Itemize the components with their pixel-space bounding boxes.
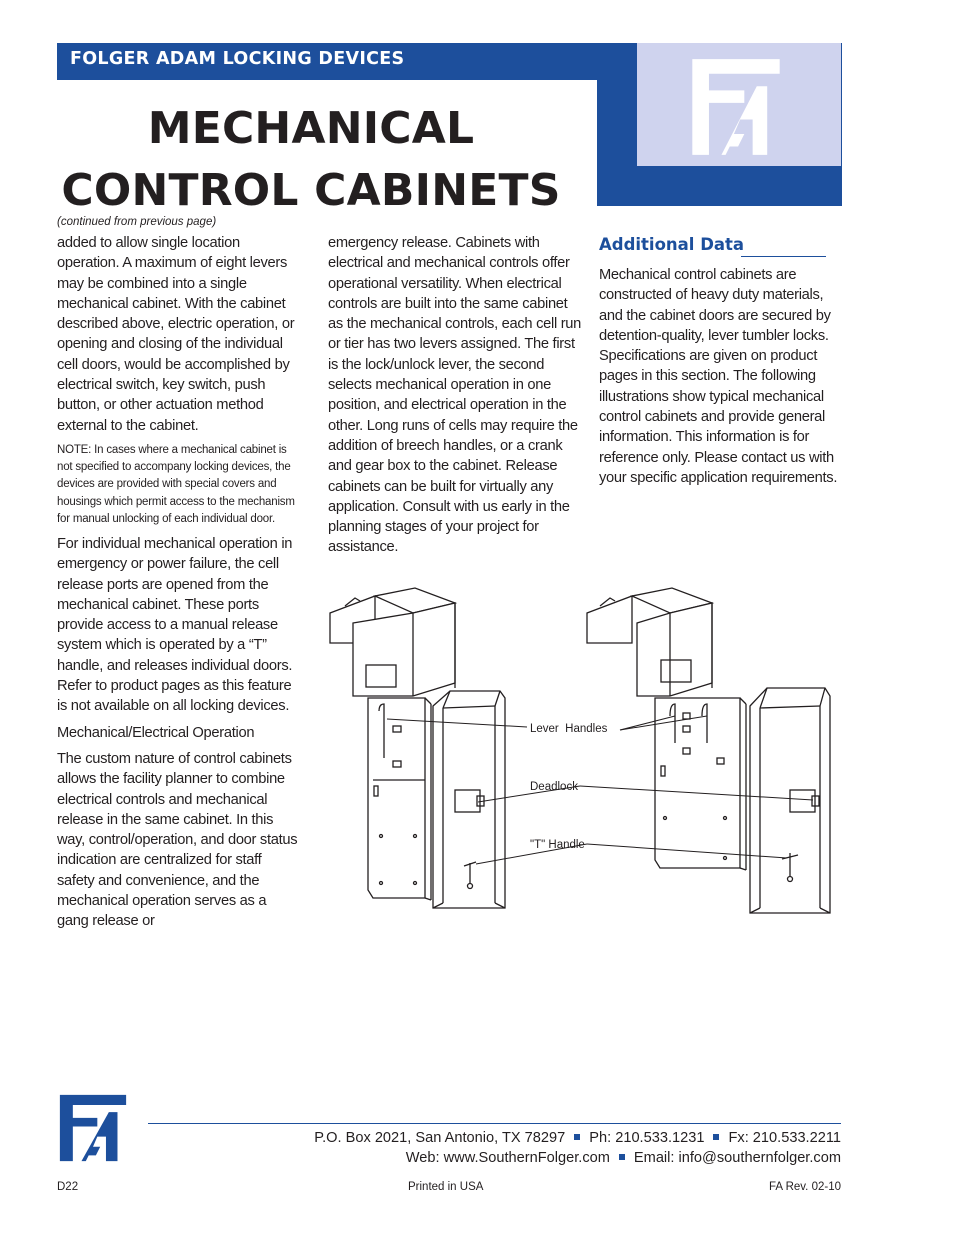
footer-email[interactable]: Email: info@southernfolger.com	[633, 1150, 841, 1166]
paragraph: emergency release. Cabinets with electrical and mechanical controls offer operational versatility. When electrical controls are built into the same cabinet as the mechanical controls, each cell run or tier has two levers assigned. The first is the lock/unlock lever, the second selects mechanical operation in one position, and electrical operation in the other. Long runs of cells may require the addition of breech handles, or a crank and gear box to the cabinet. Release cabinets can be built for virtually any application. Consult with us early in the planning stages of your project for assistance.	[328, 235, 582, 556]
paragraph: The custom nature of control cabinets allows the facility planner to combine electrical controls and mechanical release in the same cabinet. In this way, control/operation, and door status indication are centralized for staff safety and convenience, and the mechanical operation serves as a gang release or	[57, 750, 298, 930]
label-t-handle: "T" Handle	[530, 839, 585, 851]
page-code: D22	[57, 1181, 79, 1193]
paragraph: Mechanical control cabinets are constructed of heavy duty materials, and the cabinet doors are secured by detention-quality, lever tumbler locks. Specifications are given on product pages in this section. The following illustrations show typical mechanical control cabinets and provide general information. This information is for reference only. Please contact us with your specific application requirements.	[599, 267, 838, 486]
banner-title: FOLGER ADAM LOCKING DEVICES	[70, 49, 405, 69]
footer-address: P.O. Box 2021, San Antonio, TX 78297	[314, 1130, 566, 1146]
bullet-square-icon	[713, 1134, 719, 1140]
footer-contact-line2	[406, 1150, 841, 1166]
footer-rule	[148, 1123, 841, 1124]
fa-logo-icon	[684, 55, 788, 159]
footer-phone: Ph: 210.533.1231	[589, 1130, 705, 1146]
heading-rule	[741, 256, 826, 257]
left-cabinet	[330, 588, 505, 908]
right-cabinet	[587, 588, 830, 913]
revision-note: FA Rev. 02-10	[768, 1181, 841, 1193]
note-paragraph: NOTE: In cases where a mechanical cabinet is not specified to accompany locking devices, the devices are provided with special covers and housings which permit access to the mechanism for manual unlocking of each individual door.	[57, 443, 295, 525]
subheading: Mechanical/Electrical Operation	[57, 724, 255, 741]
footer-contact-line1	[314, 1130, 841, 1146]
bullet-square-icon	[619, 1154, 625, 1160]
bullet-square-icon	[574, 1134, 580, 1140]
printed-note: Printed in USA	[408, 1181, 484, 1193]
cabinet-illustration	[325, 578, 845, 923]
footer-web[interactable]: Web: www.SouthernFolger.com	[405, 1150, 610, 1166]
column-3	[599, 265, 839, 494]
label-lever-handles: Lever Handles	[530, 723, 608, 735]
continued-note: (continued from previous page)	[57, 216, 217, 228]
paragraph: For individual mechanical operation in emergency or power failure, the cell release ports are opened from the mechanical cabinet. These ports provide access to a manual release system which is operated by a “T” handle, and releases individual doors. Refer to product pages as this feature is not available on all locking devices.	[57, 535, 293, 715]
footer-fax: Fx: 210.533.2211	[728, 1130, 841, 1146]
paragraph: added to allow single location operation. A maximum of eight levers may be combined into a single mechanical cabinet. With the cabinet described above, electric operation, or opening and closing of the individual cell doors, would be accomplished by electrical switch, key switch, push button, or other actuation method external to the cabinet.	[57, 235, 295, 434]
additional-data-heading: Additional Data	[599, 235, 745, 254]
label-deadlock: Deadlock	[530, 781, 578, 793]
column-1	[57, 233, 301, 938]
column-2	[328, 233, 582, 564]
fa-logo-icon	[57, 1091, 129, 1165]
page-title-line1: MECHANICAL	[147, 103, 475, 154]
page-title-line2: CONTROL CABINETS	[61, 165, 561, 216]
